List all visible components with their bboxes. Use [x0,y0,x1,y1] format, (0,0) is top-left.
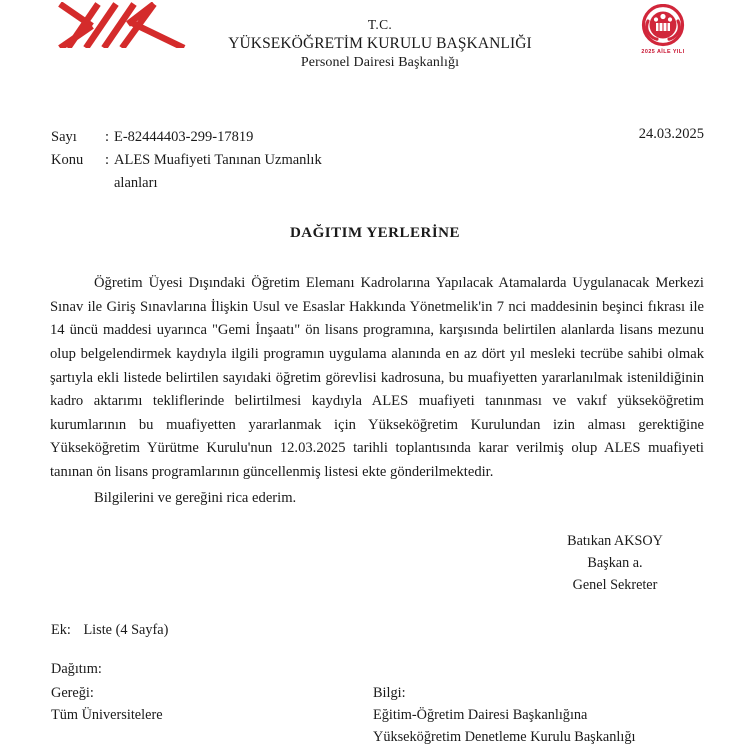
distribution-required-heading: Gereği: [51,685,94,702]
aile-yili-logo [626,4,700,60]
distribution-required-entry: Tüm Üniversitelere [51,707,163,724]
body-paragraph-2: Bilgilerini ve gereğini rica ederim. [94,489,297,506]
sayi-value: E-82444403-299-17819 [114,129,254,145]
distribution-info-entry-1: Eğitim-Öğretim Dairesi Başkanlığına [373,707,588,724]
sayi-label: Sayı [51,129,77,145]
distribution-info-heading: Bilgi: [373,685,406,702]
header-organization: YÜKSEKÖĞRETİM KURULU BAŞKANLIĞI [228,34,532,52]
signatory-title-2: Genel Sekreter [572,577,658,594]
distribution-title: Dağıtım: [51,661,102,677]
signatory-title-1: Başkan a. [587,555,643,572]
meta-row-konu [51,149,451,172]
meta-row-sayi [51,126,451,149]
sayi-separator: : [105,129,110,145]
recipient-heading: DAĞITIM YERLERİNE [289,225,461,241]
header-titles [195,16,565,73]
distribution-block [51,658,711,749]
document-date: 24.03.2025 [638,126,704,142]
body-paragraph-1: Öğretim Üyesi Dışındaki Öğretim Elemanı Kadrolarına Yapılacak Atamalarda Uygulanacak Merkezi Sınav ile Giriş Sınavlarına İlişkin Usul ve Esaslar Hakkında Yönetmelik'in 7 nci maddesinin beşinci fıkrası ile 14 üncü maddesi uyarınca "Gemi İnşaatı" ön lisans programına, karşısında belirtilen alanlarda lisans mezunu olup belgelendirmek kaydıyla ilgili programın uygulama alanında en az dört yıl mesleki tecrübe sahibi olmak şartıyla ekli listede belirtilen sayıdaki öğretim görevlisi kadrosuna, bu muafiyetten yararlanılmak istenildiğinin kadro aktarımı tekliflerinde belirtilmesi kaydıyla ALES muafiyeti tanınması ve vakıf yükseköğretim kurumlarının bu muafiyetten yararlanmak için Yükseköğretim Kurulundan izin alması gerektiğine Yükseköğretim Yürütme Kurulu'nun 12.03.2025 tarihli toplantısında karar verilmiş olup ALES muafiyeti tanınan ön lisans programlarının güncellenmiş listesi ekte gönderilmektedir. [50,275,704,481]
konu-separator: : [105,151,110,168]
yok-logo [58,2,186,48]
distribution-required-column [51,682,373,748]
document-meta [51,126,451,195]
header-tc: T.C. [367,17,393,32]
aile-yili-caption: 2025 AİLE YILI [641,49,685,55]
signatory-name: Batıkan AKSOY [567,533,663,549]
attachment-value: Liste (4 Sayfa) [83,622,169,638]
attachment-label: Ek: [51,622,71,638]
distribution-info-entry-2: Yükseköğretim Denetleme Kurulu Başkanlığı [373,729,636,746]
document-header [0,0,750,92]
distribution-info-column [373,682,711,748]
konu-value-line2: alanları [114,174,158,191]
header-department: Personel Dairesi Başkanlığı [300,55,460,71]
konu-value: ALES Muafiyeti Tanınan Uzmanlık [114,151,322,168]
attachment-line [51,622,168,639]
distribution-columns [51,682,711,748]
document-body [50,272,704,510]
signature-block [520,530,710,596]
konu-label: Konu [51,151,84,168]
